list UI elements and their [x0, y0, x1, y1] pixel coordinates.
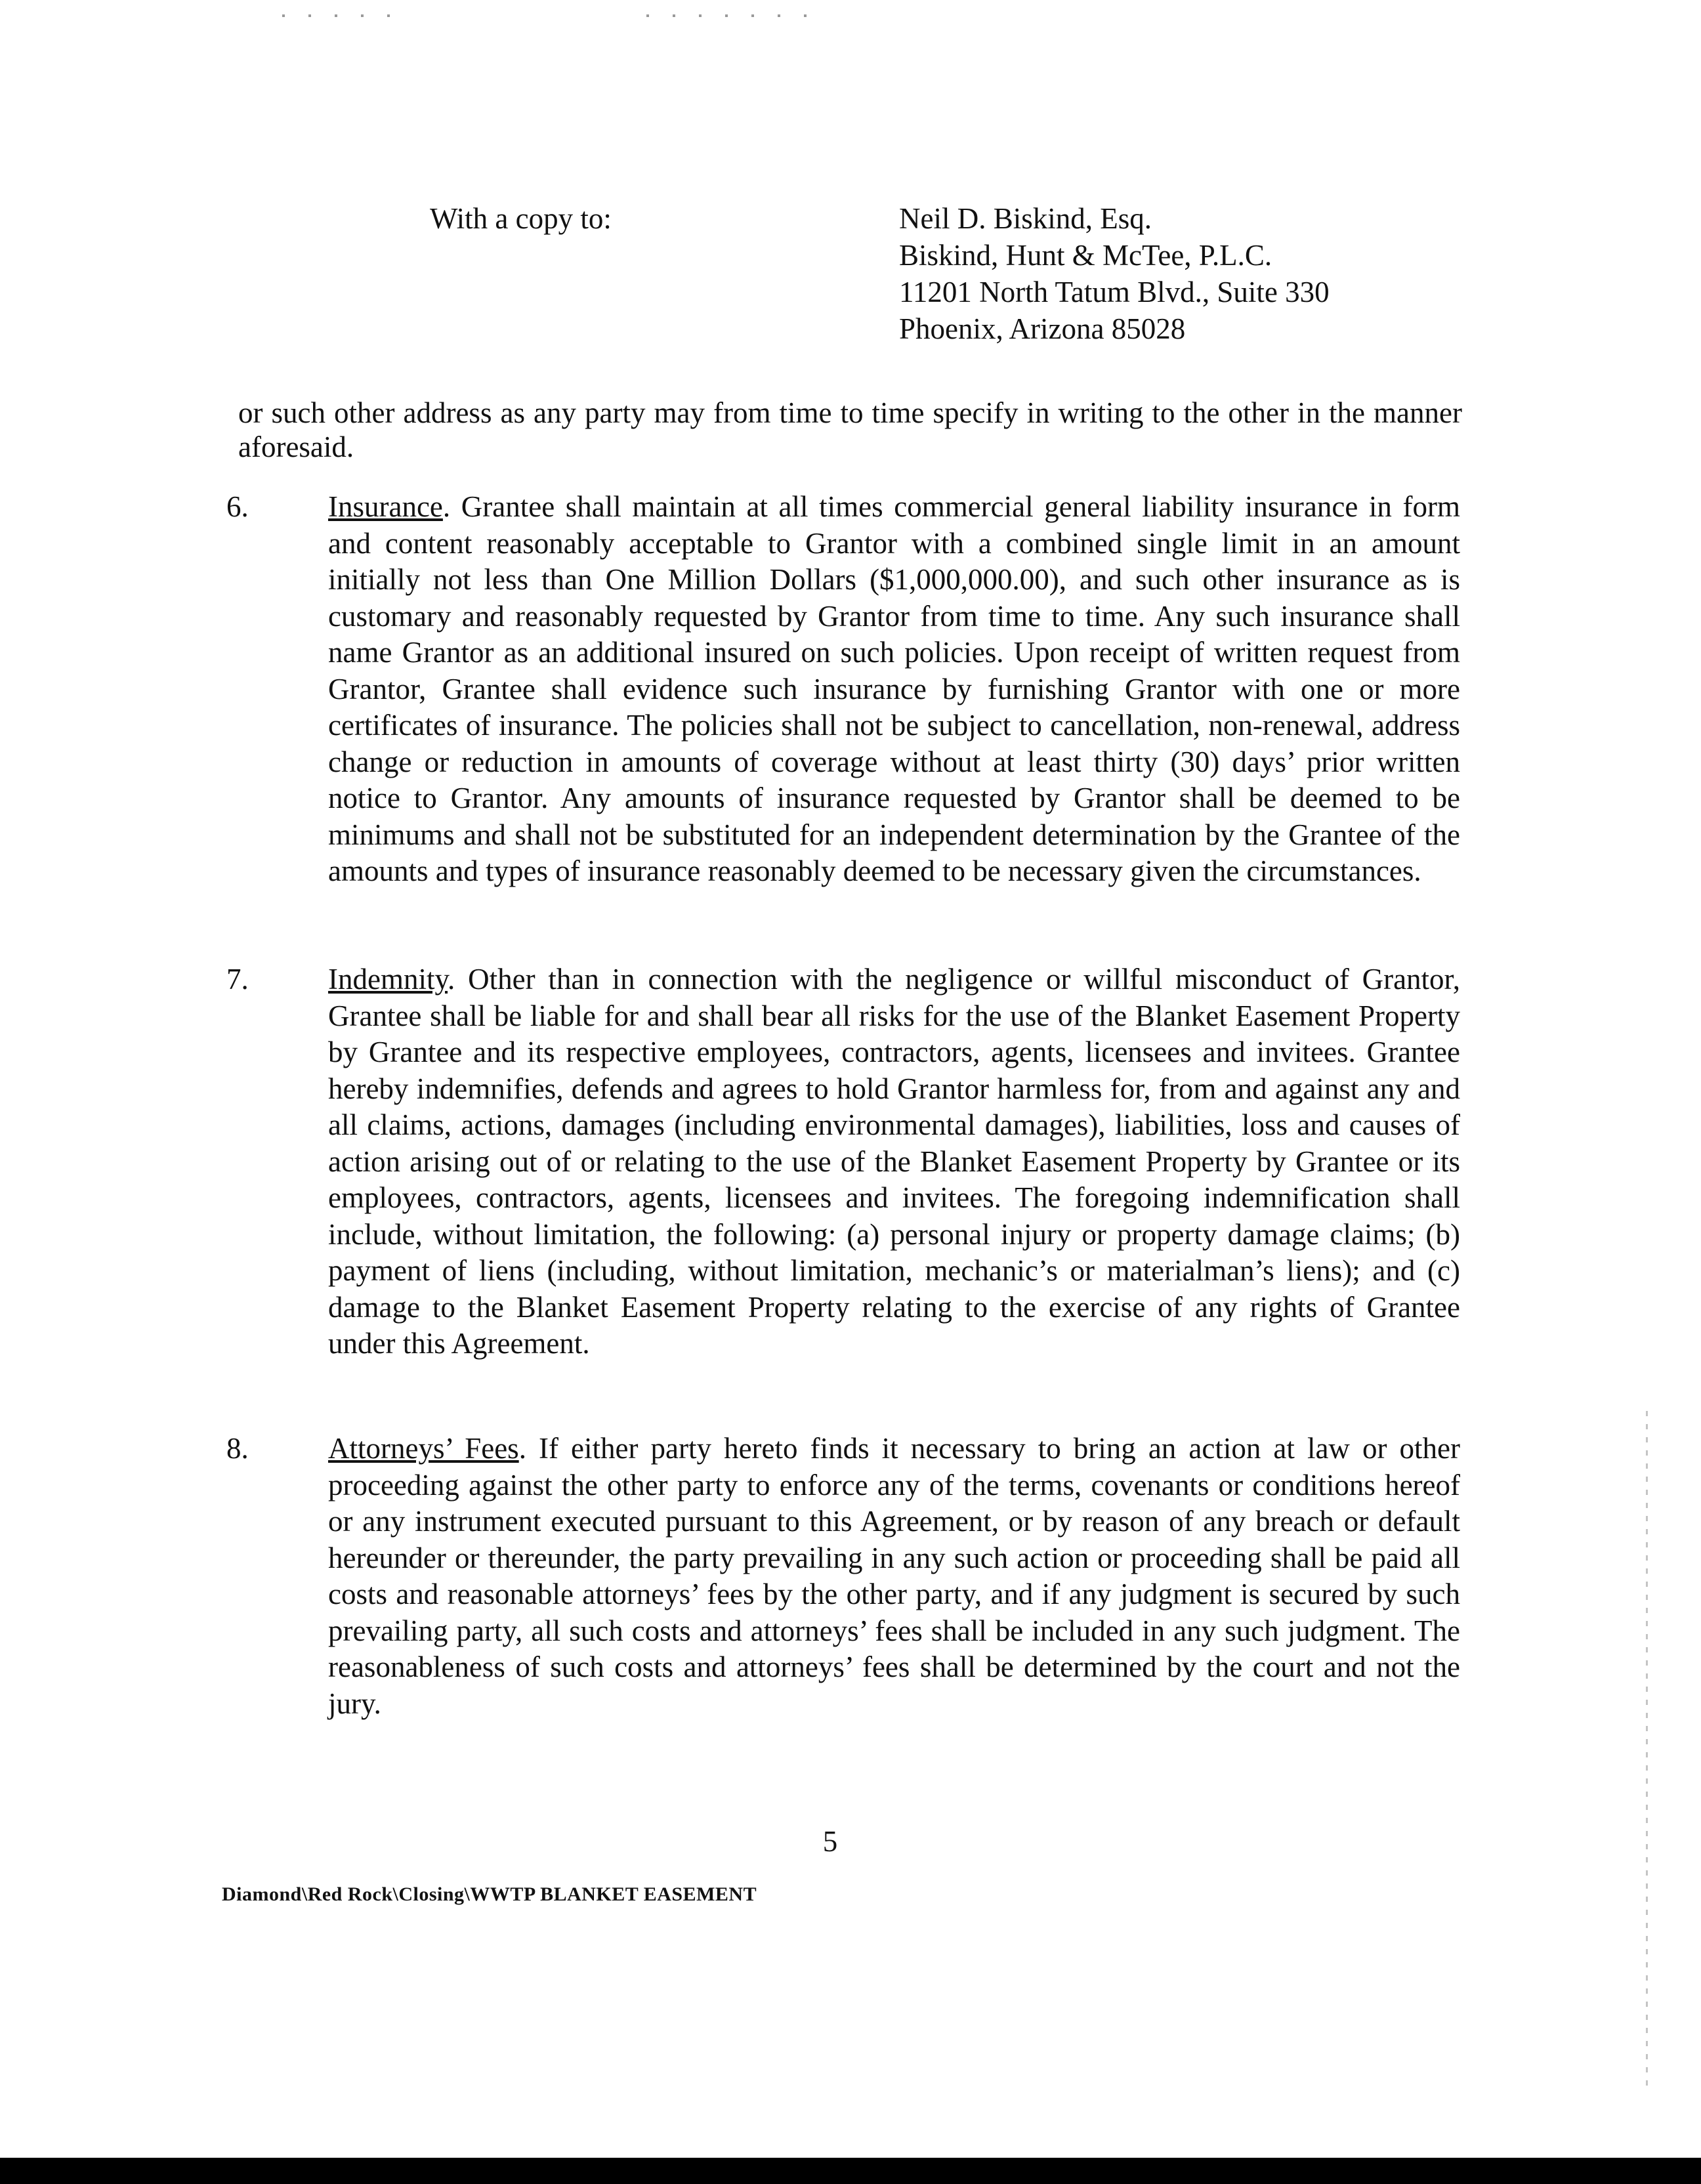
scan-speck-marks	[282, 14, 394, 17]
section-number: 7.	[226, 963, 249, 996]
address-line: Phoenix, Arizona 85028	[899, 312, 1186, 345]
section-heading: Insurance	[328, 490, 443, 523]
copy-to-label: With a copy to:	[430, 202, 612, 235]
section-text: . Other than in connection with the negligence or willful misconduct of Grantor, Grantee shall be liable for and shall bear all risks for the use of the Blanket Easement Property by Grantee and its respective employees, contractors, agents, licensees and invitees. Grantee hereby indemnifies, defends and agrees to hold Grantor harmless for, from and against any and all claims, actions, damages (including environmental damages), liabilities, loss and causes of action arising out of or relating to the use of the Blanket Easement Property by Grantee or its employees, contractors, agents, licensees and invitees. The foregoing indemnification shall include, without limitation, the following: (a) personal injury or property damage claims; (b) payment of liens (including, without limitation, mechanic’s or materialman’s liens); and (c) damage to the Blanket Easement Property relating to the exercise of any rights of Grantee under this Agreement.	[328, 963, 1460, 1360]
footer-file-path: Diamond\Red Rock\Closing\WWTP BLANKET EASEMENT	[222, 1883, 757, 1905]
address-paragraph: or such other address as any party may from time to time specify in writing to the other in the manner aforesaid.	[238, 396, 1462, 463]
address-line: Biskind, Hunt & McTee, P.L.C.	[899, 239, 1272, 272]
section-text: . Grantee shall maintain at all times commercial general liability insurance in form and content reasonably acceptable to Grantor with a combined single limit in an amount initially not less than One Million Dollars ($1,000,000.00), and such other insurance as is customary and reasonably requested by Grantor from time to time. Any such insurance shall name Grantor as an additional insured on such policies. Upon receipt of written request from Grantor, Grantee shall evidence such insurance by furnishing Grantor with one or more certificates of insurance. The policies shall not be subject to cancellation, non-renewal, address change or reduction in amounts of coverage without at least thirty (30) days’ prior written notice to Grantor. Any amounts of insurance requested by Grantor shall be deemed to be minimums and shall not be substituted for an independent determination by the Grantee of the amounts and types of insurance reasonably deemed to be necessary given the circumstances.	[328, 490, 1460, 887]
section-body	[328, 1431, 1460, 1722]
section-body	[328, 961, 1460, 1362]
address-line: 11201 North Tatum Blvd., Suite 330	[899, 276, 1330, 308]
copy-to-address	[899, 200, 1330, 347]
section-body	[328, 489, 1460, 890]
page-number: 5	[822, 1825, 838, 1858]
scan-edge-artifact	[1646, 1411, 1648, 2093]
scan-speck-marks	[646, 14, 814, 17]
section-number: 6.	[226, 490, 249, 523]
section-text: . If either party hereto finds it necessary to bring an action at law or other proceeding against the other party to enforce any of the terms, covenants or conditions hereof or any instrument executed pursuant to this Agreement, or by reason of any breach or default hereunder or thereunder, the party prevailing in any such action or proceeding shall be paid all costs and reasonable attorneys’ fees by the other party, and if any judgment is secured by such prevailing party, all such costs and attorneys’ fees shall be included in any such judgment. The reasonableness of such costs and attorneys’ fees shall be determined by the court and not the jury.	[328, 1432, 1460, 1720]
section-heading: Indemnity	[328, 963, 448, 996]
address-line: Neil D. Biskind, Esq.	[899, 202, 1152, 235]
scan-bottom-border	[0, 2158, 1701, 2184]
section-number: 8.	[226, 1432, 249, 1465]
section-heading: Attorneys’ Fees	[328, 1432, 519, 1465]
